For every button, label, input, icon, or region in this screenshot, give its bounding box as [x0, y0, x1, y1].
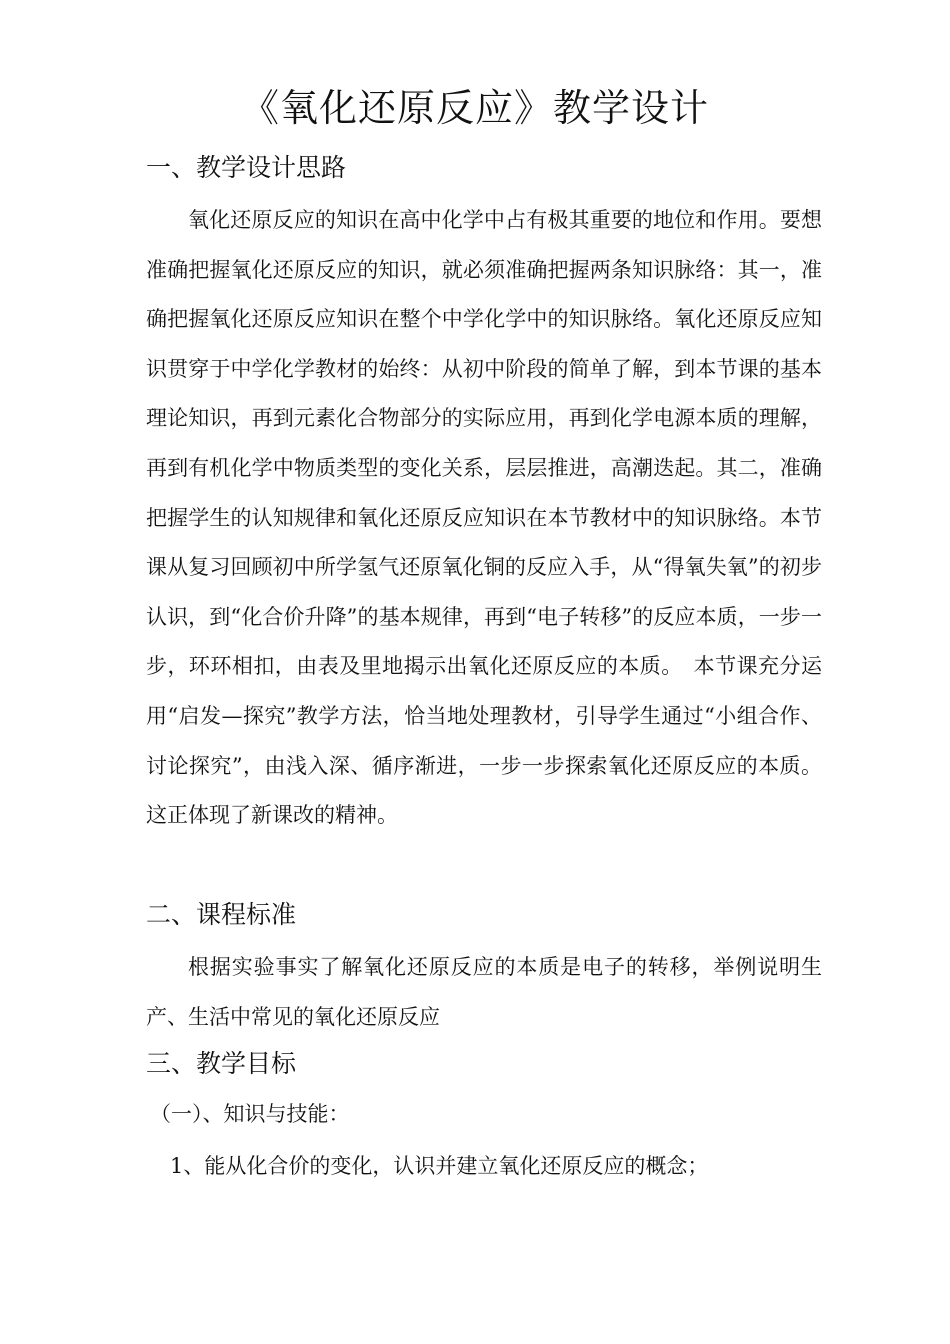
subheading-knowledge-skills: （一）、知识与技能：	[150, 1102, 350, 1126]
section-heading-design-approach: 一、教学设计思路	[146, 153, 347, 182]
curriculum-standard-paragraph: 根据实验事实了解氧化还原反应的本质是电子的转移，举例说明生产、生活中常见的氧化还原反应	[146, 955, 822, 1029]
section-heading-teaching-objectives: 三、教学目标	[146, 1049, 297, 1078]
design-approach-paragraph: 氧化还原反应的知识在高中化学中占有极其重要的地位和作用。要想准确把握氧化还原反应的知识，就必须准确把握两条知识脉络：其一，准确把握氧化还原反应知识在整个中学化学中的知识脉络。氧化还原反应知识贯穿于中学化学教材的始终：从初中阶段的简单了解，到本节课的基本理论知识，再到元素化合物部分的实际应用，再到化学电源本质的理解，再到有机化学中物质类型的变化关系，层层推进，高潮迭起。其二，准确把握学生的认知规律和氧化还原反应知识在本节教材中的知识脉络。本节课从复习回顾初中所学氢气还原氧化铜的反应入手，从“得氧失氧”的初步认识，到“化合价升降”的基本规律，再到“电子转移”的反应本质，一步一步，环环相扣，由表及里地揭示出氧化还原反应的本质。 本节课充分运用“启发—探究”教学方法，恰当地处理教材，引导学生通过“小组合作、讨论探究”，由浅入深、循序渐进，一步一步探索氧化还原反应的本质。这正体现了新课改的精神。	[146, 208, 822, 828]
document-title: 《氧化还原反应》教学设计	[240, 86, 709, 130]
list-item: 1、能从化合价的变化，认识并建立氧化还原反应的概念；	[170, 1154, 709, 1178]
section-heading-curriculum-standard: 二、课程标准	[146, 900, 297, 929]
